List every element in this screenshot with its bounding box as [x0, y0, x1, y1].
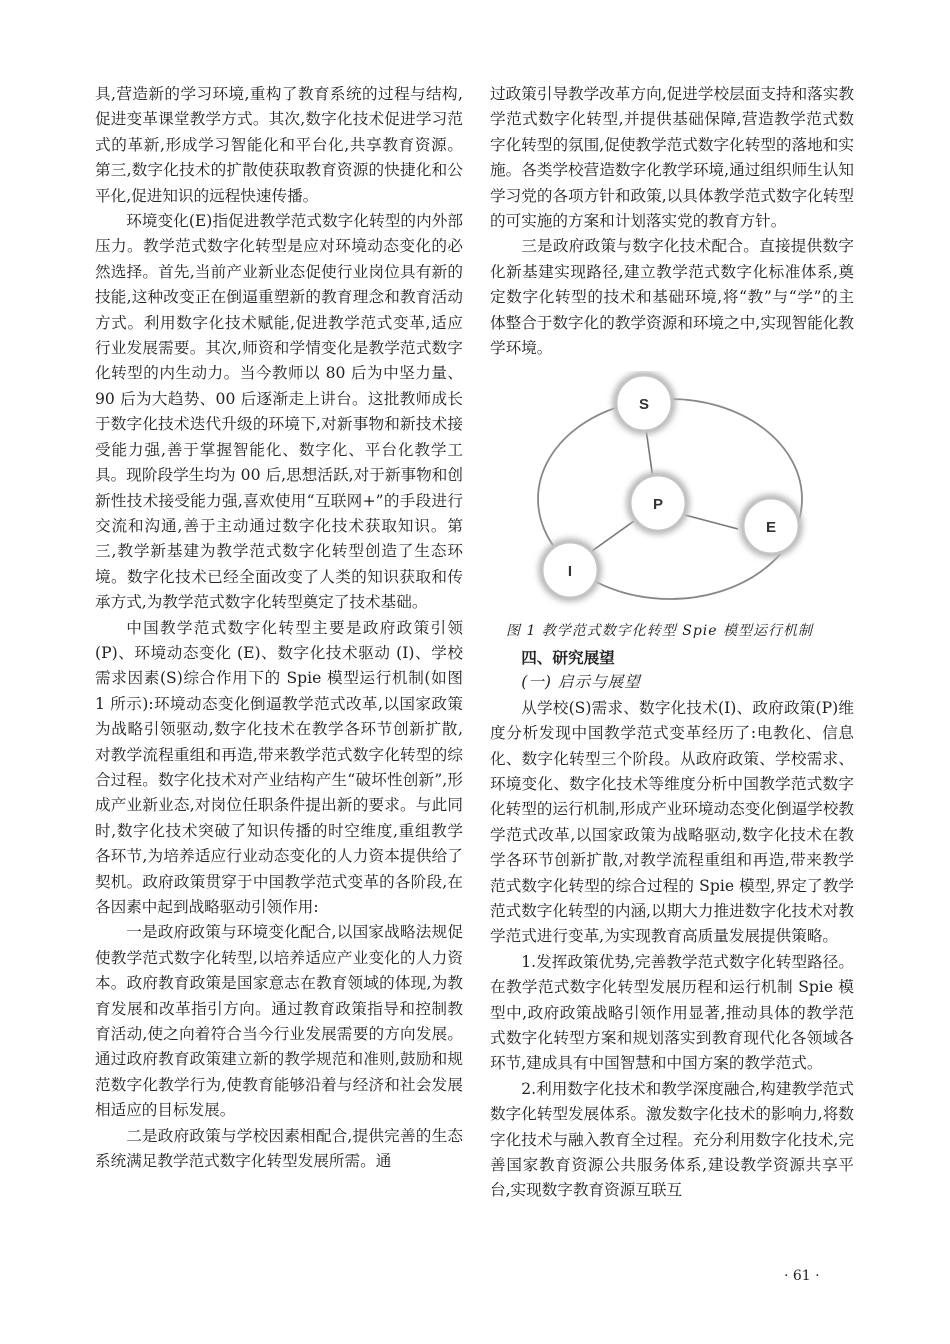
- node-s: [612, 371, 676, 435]
- paragraph: 2.利用数字化技术和教学深度融合,构建教学范式数字化转型发展体系。激发数字化技术的影响力,将数字化技术与融入教育全过程。充分利用数字化技术,完善国家教育资源公共服务体系,建设教学资源共享平台,实现数字教育资源互联互: [490, 1079, 854, 1200]
- link-s-p: [646, 429, 653, 479]
- right-column: [490, 82, 854, 1204]
- paragraph: 从学校(S)需求、数字化技术(I)、政府政策(P)维度分析发现中国教学范式变革经历了:电教化、信息化、数字化转型三个阶段。从政府政策、学校需求、环境变化、数字化技术等维度分析中国教学范式数字化转型的运行机制,形成产业环境动态变化倒逼学校教学范式改革,以国家政策为战略驱动,数字化技术在教学各环节创新扩散,对教学流程重组和再造,带来教学范式数字化转型的综合过程的 Spie 模型,界定了教学范式数字化转型的内涵,以期大力推进数字化技术对教学范式进行变革,为实现教育高质量发展提供策略。: [490, 698, 854, 946]
- node-p-label: P: [652, 496, 664, 514]
- node-e-label: E: [765, 519, 777, 537]
- link-p-e: [685, 515, 738, 529]
- node-p: [626, 471, 690, 535]
- node-e: [739, 494, 803, 558]
- paragraph: 过政策引导教学改革方向,促进学校层面支持和落实教学范式数字化转型,并提供基础保障,营造教学范式数字化转型的氛围,促使教学范式数字化转型的落地和实施。各类学校营造数字化教学环境,通过组织师生认知学习党的各项方针和政策,以具体教学范式数字化转型的可实施的方案和计划落实党的教育方针。: [490, 85, 854, 231]
- paragraph: 三是政府政策与数字化技术配合。直接提供数字化新基建实现路径,建立教学范式数字化标准体系,奠定数字化转型的技术和基础环境,将“教”与“学”的主体整合于数字化的教学资源和环境之中,实现智能化教学环境。: [490, 237, 854, 358]
- spie-model-figure: [490, 371, 854, 619]
- paragraph: 具,营造新的学习环境,重构了教育系统的过程与结构,促进变革课堂教学方式。其次,数字化技术促进学习范式的革新,形成学习智能化和平台化,共享教育资源。第三,数字化技术的扩散使获取教育资源的快捷化和公平化,促进知识的远程快速传播。: [95, 85, 463, 205]
- node-s-label: S: [638, 396, 650, 414]
- paragraph: 二是政府政策与学校因素相配合,提供完善的生态系统满足教学范式数字化转型发展所需。通: [95, 1126, 463, 1171]
- paragraph: 环境变化(E)指促进教学范式数字化转型的内外部压力。教学范式数字化转型是应对环境动态变化的必然选择。首先,当前产业新业态促使行业岗位具有新的技能,这种改变正在倒逼重塑新的教育理念和教育活动方式。利用数字化技术赋能,促进教学范式变革,适应行业发展需要。其次,师资和学情变化是教学范式数字化转型的内生动力。当今教师以 80 后为中坚力量、90 后为大趋势、00 后逐渐走上讲台。这批教师成长于数字化技术迭代升级的环境下,对新事物和新技术接受能力强,善于掌握智能化、数字化、平台化教学工具。现阶段学生均为 00 后,思想活跃,对于新事物和创新性技术接受能力强,喜欢使用“互联网+”的手段进行交流和沟通,善于主动通过数字化技术获取知识。第三,教学新基建为教学范式数字化转型创造了生态环境。数字化技术已经全面改变了人类的知识获取和传承方式,为教学范式数字化转型奠定了技术基础。: [95, 212, 463, 612]
- section-heading: 四、研究展望: [521, 647, 615, 667]
- paragraph: 一是政府政策与环境变化配合,以国家战略法规促使教学范式数字化转型,以培养适应产业变化的人力资本。政府教育政策是国家意志在教育领域的体现,为教育发展和改革指引方向。通过教育政策指导和控制教育活动,使之向着符合当今行业发展需要的方向发展。通过政府教育政策建立新的教学规范和准则,鼓励和规范数字化教学行为,使教育能够沿着与经济和社会发展相适应的目标发展。: [95, 923, 463, 1120]
- left-column: [95, 82, 463, 1174]
- subsection-heading: (一) 启示与展望: [521, 673, 641, 692]
- page-number: · 61 ·: [784, 1268, 820, 1284]
- figure-caption: 图 1 教学范式数字化转型 Spie 模型运行机制: [506, 623, 814, 640]
- paragraph: 中国教学范式数字化转型主要是政府政策引领 (P)、环境动态变化 (E)、数字化技术驱动 (I)、学校需求因素(S)综合作用下的 Spie 模型运行机制(如图 1 所示):环境动态变化倒逼教学范式改革,以国家政策为战略引领驱动,数字化技术在教学各环节创新扩散,对教学流程重组和再造,带来教学范式数字化转型的综合过程。数字化技术对产业结构产生“破坏性创新”,形成产业新业态,对岗位任职条件提出新的要求。与此同时,数字化技术突破了知识传播的时空维度,重组教学各环节,为培养适应行业动态变化的人力资本提供给了契机。政府政策贯穿于中国教学范式变革的各阶段,在各因素中起到战略驱动引领作用:: [95, 618, 463, 916]
- node-i-label: I: [567, 563, 573, 581]
- paragraph: 1.发挥政策优势,完善教学范式数字化转型路径。在教学范式数字化转型发展历程和运行机制 Spie 模型中,政府政策战略引领作用显著,推动具体的教学范式数字化转型方案和规划落实到教育现代化各领域各环节,建成具有中国智慧和中国方案的教学范式。: [490, 952, 854, 1073]
- node-i: [538, 538, 602, 602]
- spie-diagram: [530, 371, 820, 619]
